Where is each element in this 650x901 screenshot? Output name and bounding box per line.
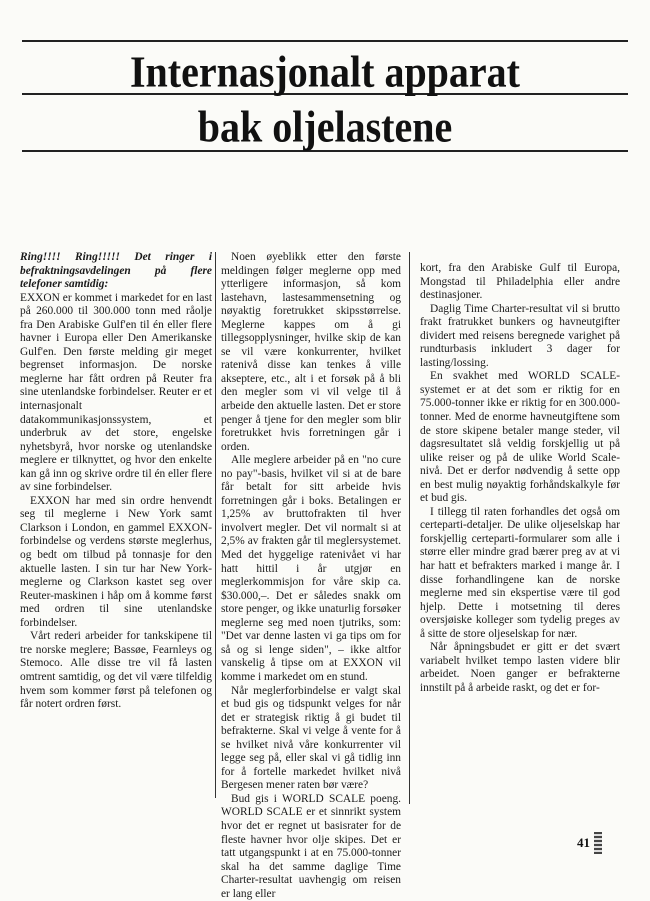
paragraph: Daglig Time Charter-resultat vil si brutto frakt fratrukket bunkers og havneutgifter dividert med reisens beregnede varighet på rundturbasis inkludert 3 dager for lasting/lossing. — [420, 302, 620, 369]
lead-paragraph — [20, 251, 212, 292]
column-divider — [409, 252, 410, 804]
article-title-line-2: bak oljelastene — [197, 101, 453, 152]
paragraph: Noen øyeblikk etter den første meldingen følger meglerne opp med ytterligere informasjon, så kom lastehavn, lastesammensetning og nøyaktig foretrukket skipsstørrelse. Meglerne kappes om å gi tillegsopplysninger, hvilke skip de kan se vil være konkurrenter, hvilket ratenivå disse kan tenkes å ville akseptere, etc., alt i et forsøk på å bli den megler som vi vil velge til å arbeide den aktuelle lasten. Det er store penger å tjene for den megler som blir foretrukket hvis forretningen går i orden. — [221, 251, 401, 453]
column-2 — [221, 251, 401, 901]
lead-text: Ring!!!! Ring!!!!! Det ringer i befraktningsavdelingen på flere telefoner samtidig: — [20, 251, 212, 291]
column-divider — [215, 252, 216, 798]
paragraph: kort, fra den Arabiske Gulf til Europa, Mongstad til Philadelphia eller andre destinasjoner. — [420, 262, 620, 302]
paragraph: EXXON er kommet i markedet for en last på 260.000 til 300.000 tonn med råolje fra Den Arabiske Gulf'en til én eller flere havner i Europa eller Den Amerikanske Gulf'en. Den første melding gir meget begrenset informasjon. De norske meglerne har fått ordren på Reuter fra sine utenlandske forbindelser. Reuter er et internasjonalt datakommunikasjonssystem, et underbruk av det store, engelske nyhetsbyrå, hvor norske og utenlandske meglere er tilknyttet, og hvor den enkelte kan gå inn og skrive ordre til én eller flere av sine forbindelser. — [20, 291, 212, 494]
paragraph: Alle meglere arbeider på en "no cure no pay"-basis, hvilket vil si at de bare får betalt for sitt arbeide hvis forretningen går i boks. Betalingen er 1,25% av bruttofrakten til hver involvert megler. Det vil normalt si at 2,5% av frakten går til meglersystemet. Med det hyggelige ratenivået vi har hatt hittil i år utgjør en meglerkommisjon for våre skip ca. $30.000,–. Det er således snakk om store penger, og ikke unaturlig forsøker meglerne seg med noen tjutriks, som: "Det var denne lasten vi ga tips om for så og si lenge siden", – ikke altfor vanskelig å tipse om at EXXON vil komme i markedet om en stund. — [221, 454, 401, 683]
title-rule-top — [22, 40, 628, 42]
column-1 — [20, 251, 212, 712]
paragraph: Vårt rederi arbeider for tankskipene til tre norske meglere; Bassøe, Fearnleys og Stemoco. Alle disse tre vil få lasten omtrent samtidig, og det vil være tilfeldig hvem som kommer først på telefonen og får notert ordren først. — [20, 630, 212, 711]
article-title-line-1: Internasjonalt apparat — [129, 46, 521, 97]
paragraph: Når meglerforbindelse er valgt skal et bud gis og tidspunkt velges for når det er strategisk riktig å gi budet til befrakterne. Skal vi velge å vente for å se hvilket nivå våre konkurrenter vil legge seg på, eller skal vi gå tidlig inn for å fortelle markedet hvilket nivå Bergesen mener raten bør være? — [221, 684, 401, 792]
paragraph: En svakhet med WORLD SCALE-systemet er at det som er riktig for en 75.000-tonner ikke er riktig for en 300.000-tonner. Med de enorme havneutgiftene som de store skipene betaler mange steder, vil dagsresultatet slå veldig forskjellig ut på ulike reiser og på de ulike World Scale-nivå. Det er derfor nødvendig å sette opp en best mulig nøyaktig forhåndskalkyle før et bud gis. — [420, 370, 620, 505]
paragraph: I tillegg til raten forhandles det også om certeparti-detaljer. De ulike oljeselskap har forskjellig certeparti-formularer som alle i større eller mindre grad bærer preg av at vi har hatt et befrakters marked i mange år. I disse forhandlingene kan de norske meglerne med sin ekspertise være til god hjelp. Dette i motsetning til deres oversjøiske kolleger som tydelig preges av å sitte de store oljeselskap for nær. — [420, 505, 620, 640]
paragraph: EXXON har med sin ordre henvendt seg til meglerne i New York samt Clarkson i London, en gammel EXXON-forbindelse og verdens største meglerhus, og bedt om tilbud på tonnasje for den aktuelle lasten. I sin tur har New York-meglerne og Clarkson kastet seg over Reuter-maskinen i håp om å komme først med ordren til sine utenlandske forbindelser. — [20, 494, 212, 629]
page-edge-marker — [594, 832, 602, 854]
page-number: 41 — [577, 835, 590, 850]
paragraph: Når åpningsbudet er gitt er det svært variabelt hvilket tempo lasten videre blir arbeidet. Noen ganger er befrakterne innstilt på å arbeide raskt, og det er for- — [420, 641, 620, 694]
column-3 — [420, 262, 620, 696]
paragraph: Bud gis i WORLD SCALE poeng. WORLD SCALE er et sinnrikt system hvor det er regnet ut basisrater for de fleste havner hvor olje skipes. Det er tatt utgangspunkt i at en 75.000-tonner skal ha det samme daglige Time Charter-resultat uavhengig om reisen er lang eller — [221, 792, 401, 900]
